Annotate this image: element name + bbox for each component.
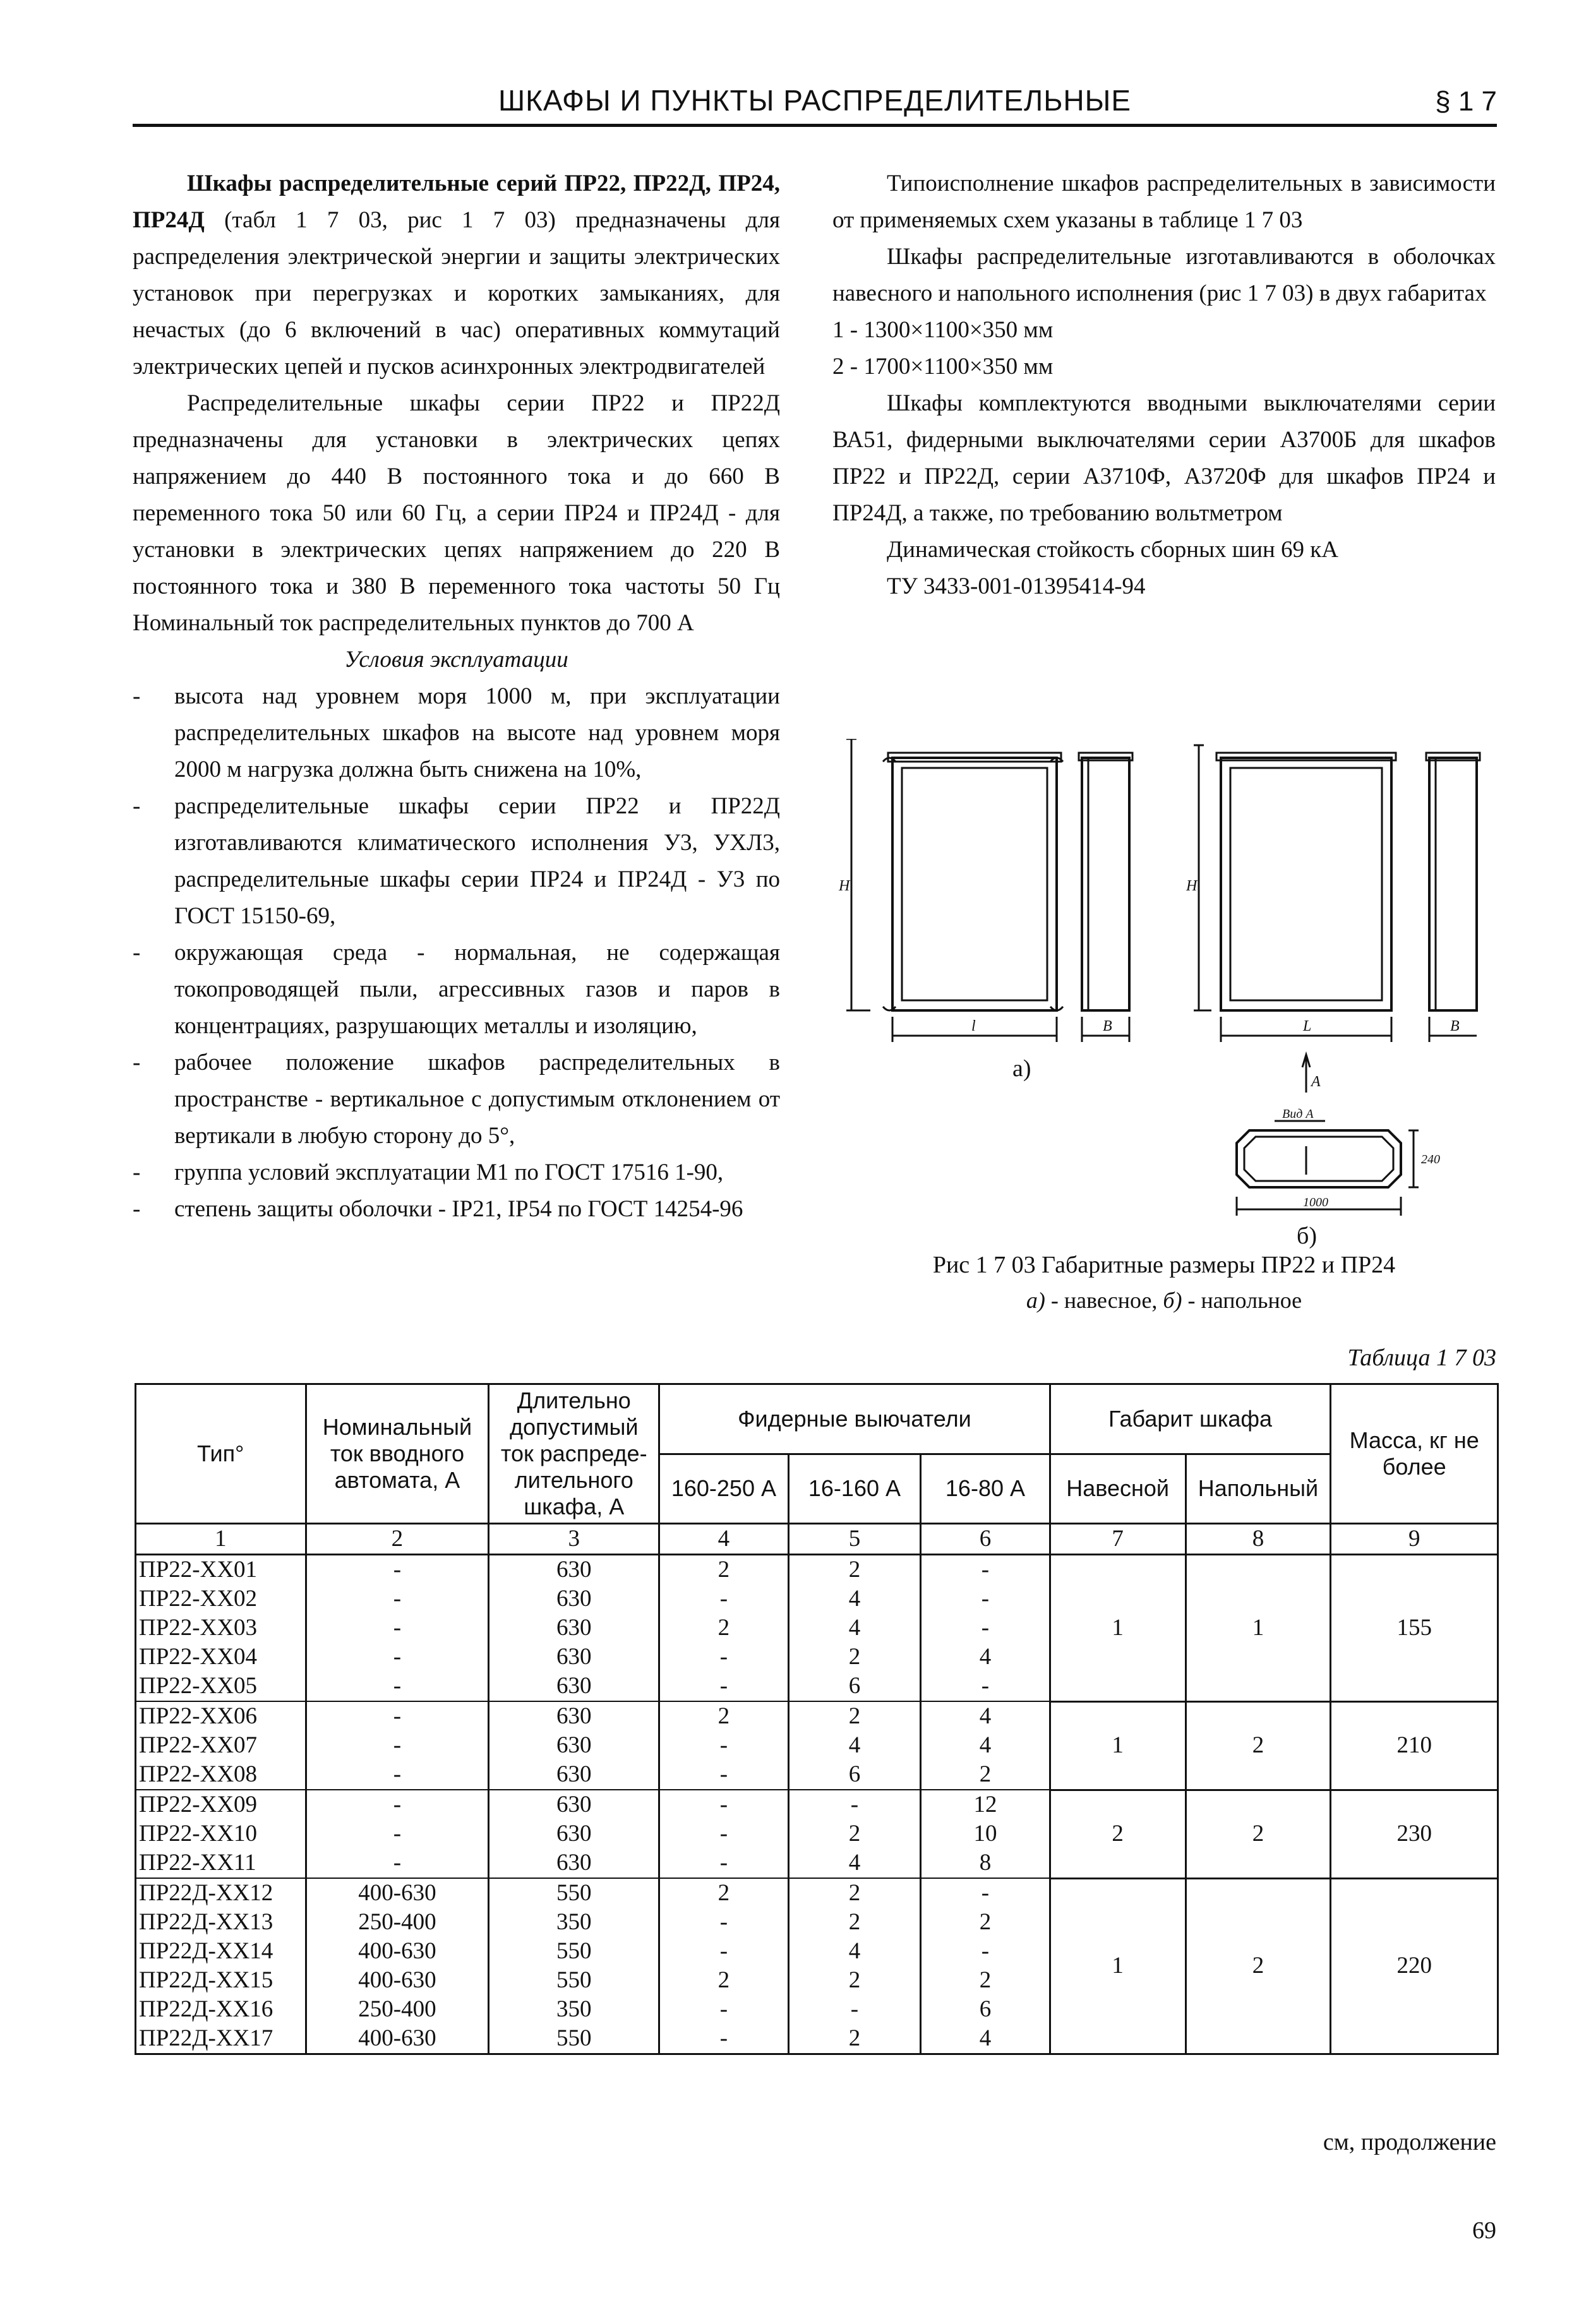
header-rule <box>133 124 1497 127</box>
cell-value: - <box>921 1672 1050 1701</box>
cell-value: 630 <box>489 1790 659 1819</box>
cell-value: 350 <box>489 1995 659 2024</box>
dim-1000: 1000 <box>1303 1195 1328 1209</box>
conditions-list <box>133 678 780 1228</box>
cell-value: 2 <box>788 1819 921 1848</box>
condition-item: - окружающая среда - нормальная, не содержащая токопроводящей пыли, агрессивных газов и паров в концентрациях, разрушающих металлы и изоляцию, <box>133 935 780 1045</box>
cell-type: ПР22-ХХ01 <box>136 1555 306 1585</box>
dim-l: l <box>971 1018 976 1034</box>
cell-value: 630 <box>489 1614 659 1643</box>
cell-type: ПР22Д-ХХ14 <box>136 1937 306 1966</box>
voltage-paragraph: Распределительные шкафы серии ПР22 и ПР22Д предназначены для установки в электрических цепях напряжением до 440 В постоянного тока и до 660 В переменного тока 50 или 60 Гц, а серии ПР24 и ПР24Д - для установки в электрических цепях напряжением до 220 В постоянного тока и 380 В переменного тока частоты 50 Гц Номинальный ток распределительных пунктов до 700 А <box>133 390 780 636</box>
cell-value: 6 <box>788 1760 921 1790</box>
dim-a: A <box>1311 1074 1321 1090</box>
cell-value: - <box>659 1819 789 1848</box>
caption-a: а) <box>1026 1288 1045 1313</box>
cell-value: - <box>306 1760 489 1790</box>
cell-value: 2 <box>788 1643 921 1672</box>
cell-value: - <box>659 1995 789 2024</box>
cell-value: 6 <box>921 1995 1050 2024</box>
intro-bold: Шкафы распределительные серий ПР22, ПР22Д, ПР24, ПР24Д <box>133 171 780 233</box>
table-row <box>136 1790 1498 1819</box>
housing-paragraph: Шкафы распределительные изготавливаются в оболочках навесного и напольного исполнения (рис 1 7 03) в двух габаритах <box>832 244 1496 306</box>
size-2: 2 - 1700×1100×350 мм <box>832 354 1054 380</box>
cell-value: 250-400 <box>306 1995 489 2024</box>
cell-value: 4 <box>788 1731 921 1760</box>
cell-value: 2 <box>788 2024 921 2054</box>
cell-mass: 155 <box>1331 1555 1498 1702</box>
cell-value: - <box>659 1790 789 1819</box>
cell-value: - <box>306 1731 489 1760</box>
cell-value: - <box>306 1701 489 1731</box>
cell-value: 630 <box>489 1819 659 1848</box>
cell-value: 550 <box>489 2024 659 2054</box>
cell-value: - <box>659 1643 789 1672</box>
cell-value: - <box>921 1937 1050 1966</box>
continued-note: см, продолжение <box>1323 2129 1496 2155</box>
cell-value: - <box>306 1790 489 1819</box>
cell-value: - <box>306 1643 489 1672</box>
cell-value: - <box>659 1584 789 1614</box>
cell-mass: 210 <box>1331 1701 1498 1790</box>
cell-value: - <box>306 1614 489 1643</box>
figure-caption <box>832 1247 1496 1318</box>
dim-vid-a: Вид А <box>1282 1107 1314 1121</box>
cell-type: ПР22-ХХ08 <box>136 1760 306 1790</box>
cell-value: 250-400 <box>306 1908 489 1937</box>
cell-value: 2 <box>659 1614 789 1643</box>
cell-value: 400-630 <box>306 1937 489 1966</box>
cell-gabarit: 1 <box>1186 1555 1331 1702</box>
th-f2: 16-160 А <box>788 1454 921 1524</box>
cell-gabarit: 2 <box>1186 1701 1331 1790</box>
tu-paragraph: ТУ 3433-001-01395414-94 <box>887 573 1146 599</box>
col-num: 4 <box>659 1524 789 1555</box>
cabinet-floor-side <box>1426 753 1480 1010</box>
cell-value: 10 <box>921 1819 1050 1848</box>
condition-item: - высота над уровнем моря 1000 м, при эксплуатации распределительных шкафов на высоте над уровнем моря 2000 м нагрузка должна быть снижена на 10%, <box>133 678 780 788</box>
cell-value: 550 <box>489 1937 659 1966</box>
cell-type: ПР22-ХХ09 <box>136 1790 306 1819</box>
col-num: 2 <box>306 1524 489 1555</box>
cell-value: 4 <box>921 2024 1050 2054</box>
cell-type: ПР22-ХХ11 <box>136 1848 306 1878</box>
cell-type: ПР22-ХХ02 <box>136 1584 306 1614</box>
cell-value: 2 <box>659 1966 789 1995</box>
cabinet-floor-front <box>1216 753 1396 1010</box>
cell-value: - <box>659 2024 789 2054</box>
types-paragraph: Типоисполнение шкафов распределительных в зависимости от применяемых схем указаны в таблице 1 7 03 <box>832 171 1496 233</box>
label-b: б) <box>1297 1223 1317 1249</box>
cell-value: - <box>788 1995 921 2024</box>
col-num: 8 <box>1186 1524 1331 1555</box>
cell-value: 630 <box>489 1760 659 1790</box>
col-num: 6 <box>921 1524 1050 1555</box>
th-f3: 16-80 А <box>921 1454 1050 1524</box>
cell-type: ПР22Д-ХХ13 <box>136 1908 306 1937</box>
cell-value: - <box>659 1848 789 1878</box>
cell-value: 2 <box>659 1701 789 1731</box>
cell-type: ПР22-ХХ05 <box>136 1672 306 1701</box>
figure-drawing <box>832 739 1496 1257</box>
cell-value: 2 <box>788 1701 921 1731</box>
table-row <box>136 1701 1498 1731</box>
cell-value: 550 <box>489 1966 659 1995</box>
cell-value: 630 <box>489 1555 659 1585</box>
cell-value: 4 <box>921 1643 1050 1672</box>
cell-value: - <box>306 1672 489 1701</box>
col-num: 3 <box>489 1524 659 1555</box>
dimension-figure <box>832 739 1496 1257</box>
cabinet-table <box>135 1383 1499 2055</box>
cell-type: ПР22Д-ХХ15 <box>136 1966 306 1995</box>
cell-type: ПР22-ХХ04 <box>136 1643 306 1672</box>
cabinet-wall-front <box>883 753 1063 1010</box>
figure-caption-sub <box>832 1283 1496 1318</box>
column-number-row <box>136 1524 1498 1555</box>
cell-value: - <box>306 1848 489 1878</box>
cell-value: 630 <box>489 1643 659 1672</box>
condition-item: - распределительные шкафы серии ПР22 и ПР22Д изготавливаются климатического исполнения У3, УХЛ3, распределительные шкафы серии ПР24 и ПР24Д - У3 по ГОСТ 15150-69, <box>133 788 780 935</box>
conditions-title: Условия эксплуатации <box>344 647 568 673</box>
intro-paragraph <box>133 165 780 385</box>
cell-value: 2 <box>921 1966 1050 1995</box>
dim-240: 240 <box>1421 1153 1440 1166</box>
caption-b: б) <box>1163 1288 1182 1313</box>
cell-value: 630 <box>489 1584 659 1614</box>
table-row <box>136 1555 1498 1585</box>
cell-value: 2 <box>921 1908 1050 1937</box>
cell-value: 350 <box>489 1908 659 1937</box>
cell-type: ПР22-ХХ07 <box>136 1731 306 1760</box>
cell-value: 4 <box>921 1701 1050 1731</box>
cell-value: 8 <box>921 1848 1050 1878</box>
page-header <box>133 83 1497 128</box>
cell-gabarit: 1 <box>1050 1555 1186 1702</box>
header-title: ШКАФЫ И ПУНКТЫ РАСПРЕДЕЛИТЕЛЬНЫЕ <box>498 84 1132 117</box>
col-num: 7 <box>1050 1524 1186 1555</box>
cell-value: - <box>306 1584 489 1614</box>
cell-value: 2 <box>788 1878 921 1908</box>
condition-item: - группа условий эксплуатации М1 по ГОСТ 17516 1-90, <box>133 1154 780 1191</box>
cell-gabarit: 1 <box>1050 1878 1186 2054</box>
col-num: 9 <box>1331 1524 1498 1555</box>
dim-h-2: H <box>1186 878 1198 894</box>
cell-mass: 230 <box>1331 1790 1498 1878</box>
table-body <box>136 1524 1498 2054</box>
cell-value: 4 <box>788 1584 921 1614</box>
th-gabarit: Габарит шкафа <box>1050 1384 1331 1454</box>
th-type: Тип° <box>136 1384 306 1524</box>
cell-type: ПР22-ХХ10 <box>136 1819 306 1848</box>
cell-type: ПР22Д-ХХ12 <box>136 1878 306 1908</box>
dim-l-big: L <box>1303 1018 1312 1034</box>
cell-value: 630 <box>489 1731 659 1760</box>
cell-value: - <box>788 1790 921 1819</box>
dim-b-1: B <box>1103 1018 1112 1034</box>
th-mass: Масса, кг не более <box>1331 1384 1498 1524</box>
figure-caption-title: Рис 1 7 03 Габаритные размеры ПР22 и ПР24 <box>932 1252 1396 1278</box>
dim-b-2: B <box>1450 1018 1460 1034</box>
cell-gabarit: 2 <box>1186 1878 1331 2054</box>
label-a: а) <box>1012 1055 1031 1082</box>
col-num: 1 <box>136 1524 306 1555</box>
cell-value: - <box>306 1819 489 1848</box>
cell-type: ПР22-ХХ03 <box>136 1614 306 1643</box>
equipment-paragraph: Шкафы комплектуются вводными выключателями серии ВА51, фидерными выключателями серии А3700Б для шкафов ПР22 и ПР22Д, серии А3710Ф, А3720Ф для шкафов ПР24 и ПР24Д, а также, по требованию вольтметром <box>832 390 1496 526</box>
cell-gabarit: 2 <box>1186 1790 1331 1878</box>
cell-value: 400-630 <box>306 1878 489 1908</box>
caption-b-text: - напольное <box>1182 1288 1302 1313</box>
cell-value: - <box>306 1555 489 1585</box>
dim-h-1: H <box>839 878 850 894</box>
cell-value: - <box>921 1878 1050 1908</box>
cell-value: 630 <box>489 1848 659 1878</box>
condition-item: - степень защиты оболочки - IP21, IP54 по ГОСТ 14254-96 <box>133 1191 780 1228</box>
cell-value: 400-630 <box>306 1966 489 1995</box>
cell-type: ПР22Д-ХХ17 <box>136 2024 306 2054</box>
cell-value: 4 <box>788 1937 921 1966</box>
cell-value: - <box>921 1614 1050 1643</box>
cell-value: - <box>659 1908 789 1937</box>
cell-gabarit: 2 <box>1050 1790 1186 1878</box>
cell-type: ПР22-ХХ06 <box>136 1701 306 1731</box>
th-feeders: Фидерные выючатели <box>659 1384 1050 1454</box>
caption-a-text: - навесное, <box>1045 1288 1163 1313</box>
cell-value: 6 <box>788 1672 921 1701</box>
cell-value: 4 <box>921 1731 1050 1760</box>
cell-value: - <box>659 1731 789 1760</box>
cell-value: 4 <box>788 1848 921 1878</box>
cell-value: - <box>921 1584 1050 1614</box>
th-long: Длительно допустимый ток распреде-лительного шкафа, А <box>489 1384 659 1524</box>
cell-value: 12 <box>921 1790 1050 1819</box>
left-column <box>133 165 780 1228</box>
cell-gabarit: 1 <box>1050 1701 1186 1790</box>
size-1: 1 - 1300×1100×350 мм <box>832 317 1054 343</box>
page-number: 69 <box>1472 2217 1496 2244</box>
cell-value: - <box>659 1937 789 1966</box>
cell-value: 630 <box>489 1701 659 1731</box>
cabinet-wall-side <box>1079 753 1132 1010</box>
th-f1: 160-250 А <box>659 1454 789 1524</box>
cell-value: - <box>659 1760 789 1790</box>
cell-value: 2 <box>921 1760 1050 1790</box>
cell-value: 2 <box>659 1555 789 1585</box>
cell-value: 4 <box>788 1614 921 1643</box>
cell-value: - <box>921 1555 1050 1585</box>
cell-value: 400-630 <box>306 2024 489 2054</box>
cell-value: 2 <box>788 1908 921 1937</box>
cell-value: 550 <box>489 1878 659 1908</box>
table-label: Таблица 1 7 03 <box>1347 1345 1496 1371</box>
cell-type: ПР22Д-ХХ16 <box>136 1995 306 2024</box>
cell-value: - <box>659 1672 789 1701</box>
cell-mass: 220 <box>1331 1878 1498 2054</box>
th-g2: Напольный <box>1186 1454 1331 1524</box>
th-g1: Навесной <box>1050 1454 1186 1524</box>
table-row <box>136 1878 1498 1908</box>
cell-value: 2 <box>788 1966 921 1995</box>
condition-item: - рабочее положение шкафов распределительных в пространстве - вертикальное с допустимым отклонением от вертикали в любую сторону до 5°, <box>133 1045 780 1154</box>
dynamic-paragraph: Динамическая стойкость сборных шин 69 кА <box>887 537 1338 563</box>
col-num: 5 <box>788 1524 921 1555</box>
header-section: § 1 7 <box>1435 86 1497 117</box>
intro-rest: (табл 1 7 03, рис 1 7 03) предназначены для распределения электрической энергии и защиты электрических установок при перегрузках и коротких замыканиях, для нечастых (до 6 включений в час) оперативных коммутаций электрических цепей и пусков асинхронных электродвигателей <box>133 207 780 380</box>
cell-value: 2 <box>788 1555 921 1585</box>
cell-value: 2 <box>659 1878 789 1908</box>
th-nominal: Номинальный ток вводного автомата, А <box>306 1384 489 1524</box>
right-column <box>832 165 1496 605</box>
cell-value: 630 <box>489 1672 659 1701</box>
